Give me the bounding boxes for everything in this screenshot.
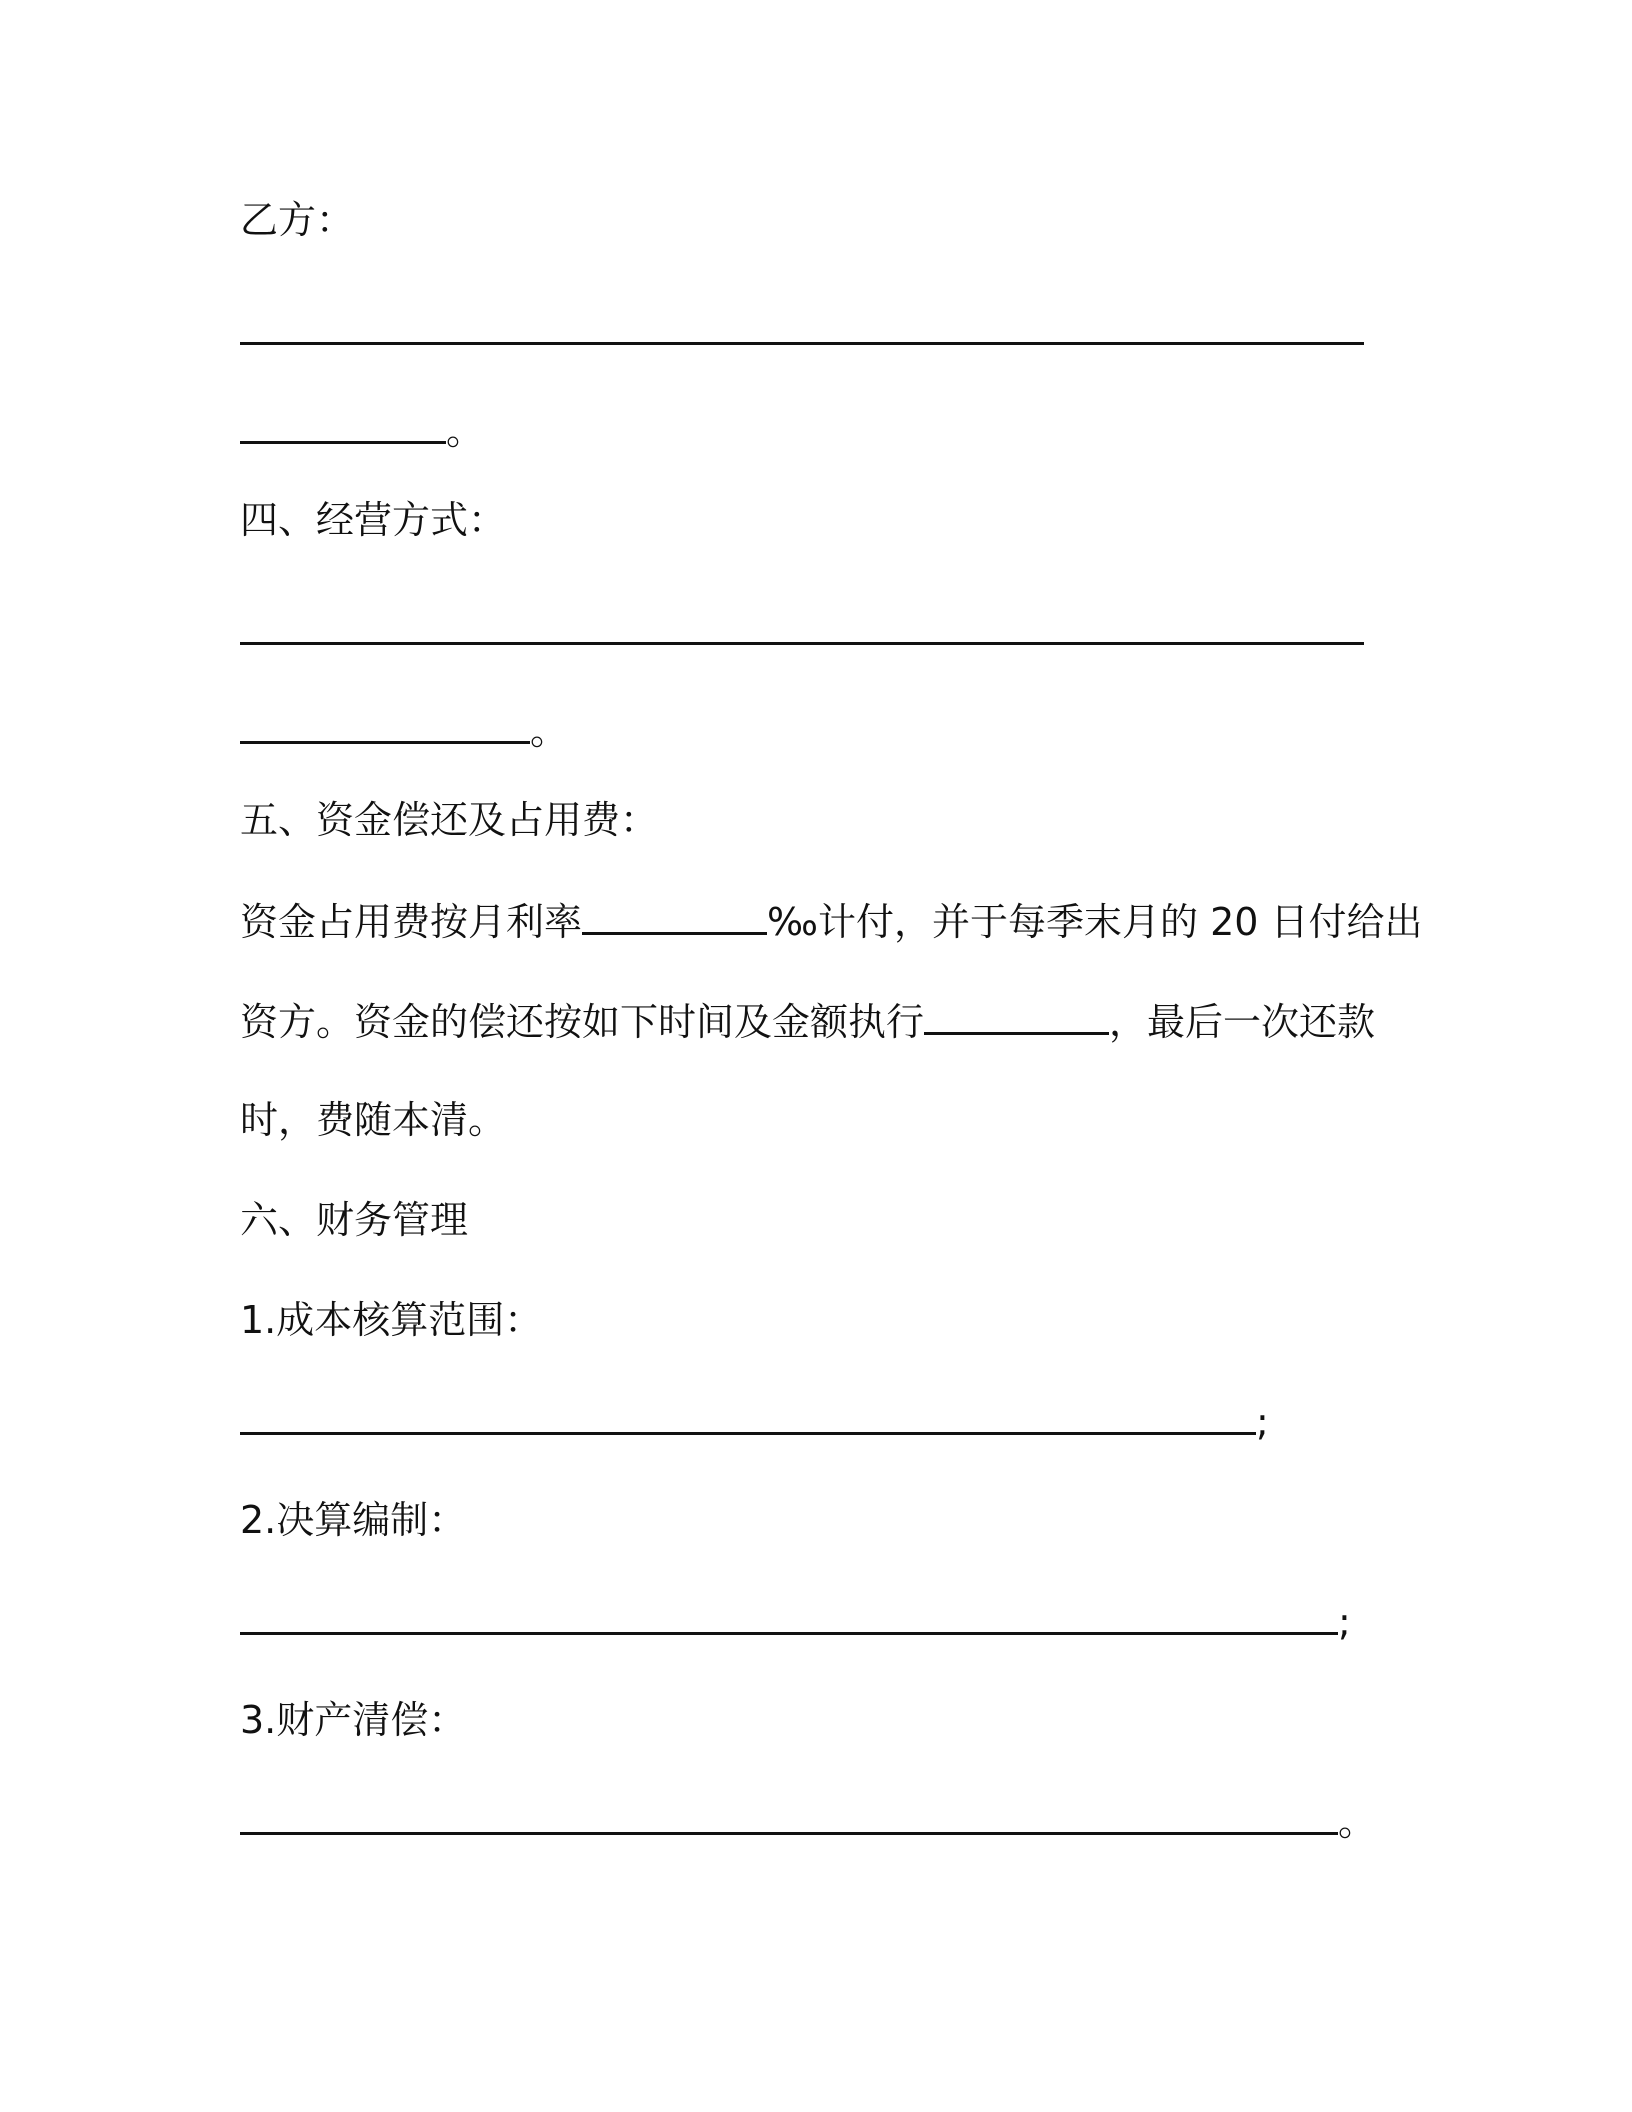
section6-heading: 六、财务管理 bbox=[240, 1198, 469, 1242]
cost-accounting-scope-blank[interactable] bbox=[240, 1396, 1256, 1435]
party-b-fill-line-1[interactable] bbox=[240, 342, 1364, 345]
property-liquidation-end-punct: 。 bbox=[1338, 1800, 1377, 1844]
section5-paragraph-line-3: 时，费随本清。 bbox=[240, 1098, 507, 1142]
party-b-blank[interactable] bbox=[240, 405, 446, 444]
section4-end-punct: 。 bbox=[530, 709, 569, 753]
section5-p1-text-b: ‰计付，并于每季末月的 20 日付给出 bbox=[767, 900, 1423, 944]
property-liquidation-blank[interactable] bbox=[240, 1796, 1338, 1835]
repayment-schedule-blank[interactable] bbox=[924, 996, 1109, 1035]
property-liquidation-label: 3.财产清偿： bbox=[240, 1698, 467, 1742]
cost-accounting-scope-label: 1.成本核算范围： bbox=[240, 1298, 543, 1342]
section5-heading: 五、资金偿还及占用费： bbox=[240, 798, 659, 842]
property-liquidation-line bbox=[240, 1796, 1376, 1846]
party-b-label: 乙方： bbox=[240, 198, 355, 242]
section5-p2-text-a: 资方。资金的偿还按如下时间及金额执行 bbox=[240, 1000, 925, 1044]
party-b-end-punct: 。 bbox=[446, 409, 485, 453]
final-accounts-label: 2.决算编制： bbox=[240, 1498, 467, 1542]
final-accounts-blank[interactable] bbox=[240, 1596, 1338, 1635]
final-accounts-end-punct: ; bbox=[1338, 1600, 1351, 1644]
section5-paragraph-line-2 bbox=[240, 996, 1375, 1046]
cost-accounting-scope-line bbox=[240, 1396, 1269, 1446]
final-accounts-line bbox=[240, 1596, 1351, 1646]
party-b-fill-line-2 bbox=[240, 405, 484, 455]
section4-heading: 四、经营方式： bbox=[240, 498, 507, 542]
cost-accounting-end-punct: ; bbox=[1256, 1400, 1269, 1444]
section4-blank[interactable] bbox=[240, 705, 530, 744]
section4-fill-line-2 bbox=[240, 705, 568, 755]
section5-p2-text-b: ，最后一次还款 bbox=[1109, 1000, 1376, 1044]
section5-paragraph-line-1 bbox=[240, 896, 1423, 946]
monthly-rate-blank[interactable] bbox=[582, 896, 767, 935]
section4-fill-line-1[interactable] bbox=[240, 642, 1364, 645]
section5-p1-text-a: 资金占用费按月利率 bbox=[240, 900, 583, 944]
